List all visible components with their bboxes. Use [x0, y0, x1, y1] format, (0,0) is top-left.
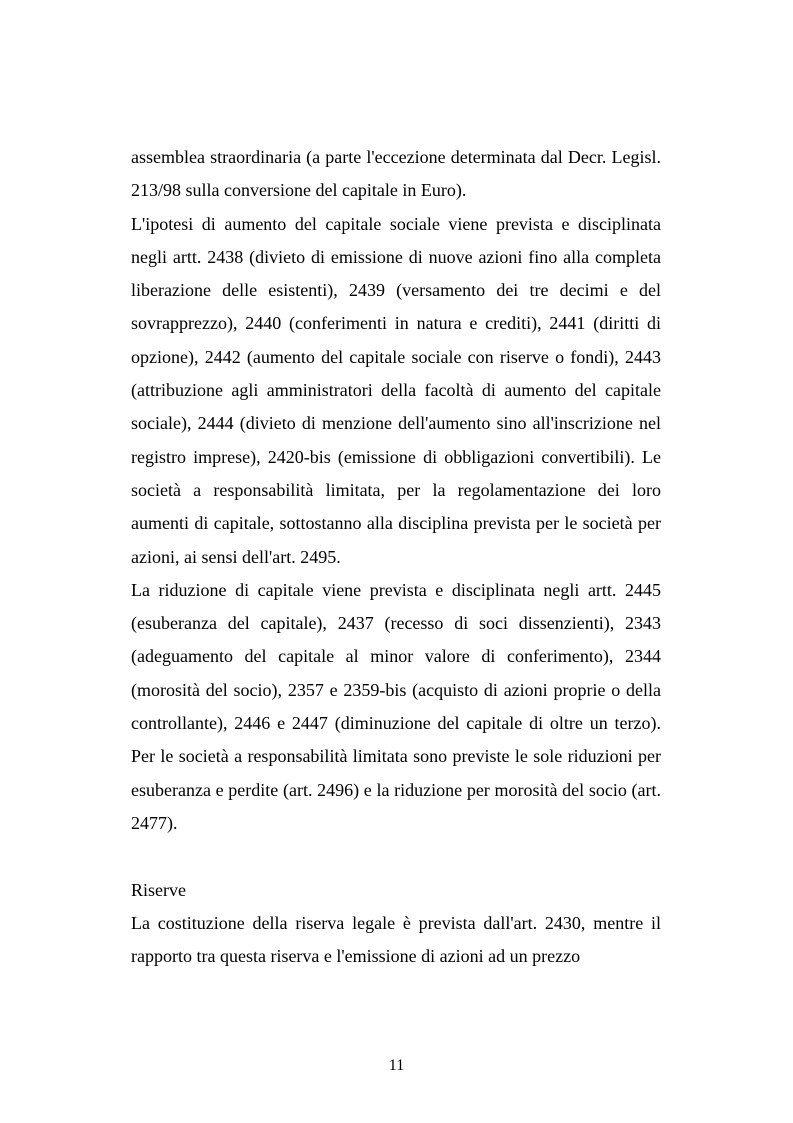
paragraph-aumento-capitale: L'ipotesi di aumento del capitale sociale viene prevista e disciplinata negli artt. 2438 (divieto di emissione di nuove azioni fino alla completa liberazione delle esistenti), 2439 (versamento dei tre decimi e del sovrapprezzo), 2440 (conferimenti in natura e crediti), 2441 (diritti di opzione), 2442 (aumento del capitale sociale con riserve o fondi), 2443 (attribuzione agli amministratori della facoltà di aumento del capitale sociale), 2444 (divieto di menzione dell'aumento sino all'inscrizione nel registro imprese), 2420-bis (emissione di obbligazioni convertibili). Le società a responsabilità limitata, per la regolamentazione dei loro aumenti di capitale, sottostanno alla disciplina prevista per le società per azioni, ai sensi dell'art. 2495. — [131, 213, 661, 567]
body-text — [131, 141, 661, 973]
page-number: 11 — [388, 1057, 405, 1074]
paragraph-riserve: La costituzione della riserva legale è prevista dall'art. 2430, mentre il rapporto tra questa riserva e l'emissione di azioni ad un prezzo — [131, 912, 661, 967]
paragraph-riduzione-capitale: La riduzione di capitale viene prevista e disciplinata negli artt. 2445 (esuberanza del capitale), 2437 (recesso di soci dissenzienti), 2343 (adeguamento del capitale al minor valore di conferimento), 2344 (morosità del socio), 2357 e 2359-bis (acquisto di azioni proprie o della controllante), 2446 e 2447 (diminuzione del capitale di oltre un terzo). Per le società a responsabilità limitata sono previste le sole riduzioni per esuberanza e perdite (art. 2496) e la riduzione per morosità del socio (art. 2477). — [131, 579, 661, 833]
section-heading: Riserve — [131, 879, 186, 900]
paragraph-straordinaria: assemblea straordinaria (a parte l'eccezione determinata dal Decr. Legisl. 213/98 sulla conversione del capitale in Euro). — [131, 147, 661, 201]
